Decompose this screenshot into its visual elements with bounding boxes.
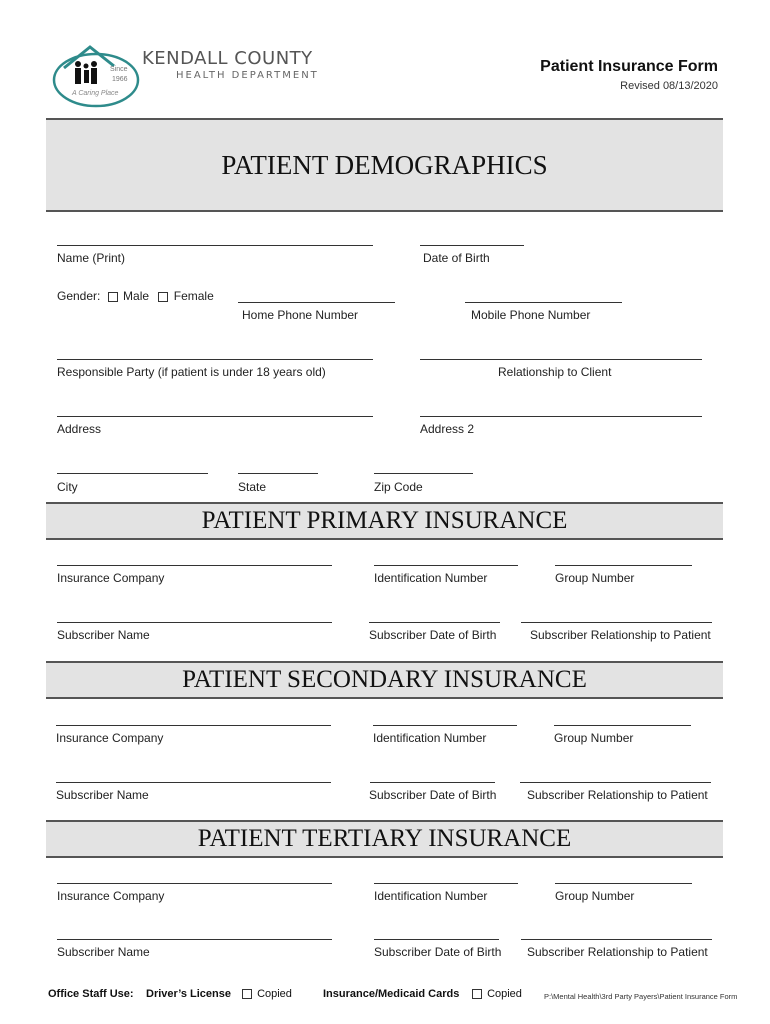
secondary-subscriber-field[interactable] bbox=[56, 782, 331, 783]
primary-company-field[interactable] bbox=[57, 565, 332, 566]
mobile-phone-label: Mobile Phone Number bbox=[471, 308, 591, 322]
secondary-group-label: Group Number bbox=[554, 731, 634, 745]
secondary-sub-dob-field[interactable] bbox=[370, 782, 495, 783]
primary-sub-dob-label: Subscriber Date of Birth bbox=[369, 628, 497, 642]
tertiary-company-label: Insurance Company bbox=[57, 889, 165, 903]
zip-label: Zip Code bbox=[374, 480, 423, 494]
city-field[interactable] bbox=[57, 473, 208, 474]
state-field[interactable] bbox=[238, 473, 318, 474]
primary-subscriber-field[interactable] bbox=[57, 622, 332, 623]
primary-company-label: Insurance Company bbox=[57, 571, 165, 585]
male-checkbox[interactable] bbox=[108, 292, 118, 302]
insurance-cards-label: Insurance/Medicaid Cards bbox=[323, 988, 460, 1000]
tertiary-heading: PATIENT TERTIARY INSURANCE bbox=[46, 820, 723, 858]
badge-year: 1966 bbox=[112, 76, 128, 83]
address-label: Address bbox=[57, 422, 102, 436]
demographics-heading: PATIENT DEMOGRAPHICS bbox=[46, 118, 723, 212]
primary-group-label: Group Number bbox=[555, 571, 635, 585]
name-field[interactable] bbox=[57, 245, 373, 246]
primary-sub-rel-label: Subscriber Relationship to Patient bbox=[530, 628, 711, 642]
tertiary-group-label: Group Number bbox=[555, 889, 635, 903]
name-label: Name (Print) bbox=[57, 251, 126, 265]
dob-label: Date of Birth bbox=[423, 251, 490, 265]
revised-date: Revised 08/13/2020 bbox=[620, 80, 718, 92]
secondary-id-label: Identification Number bbox=[373, 731, 487, 745]
badge-tagline: A Caring Place bbox=[72, 90, 119, 97]
drivers-license-copied bbox=[242, 988, 292, 1000]
female-label: Female bbox=[173, 289, 214, 303]
primary-sub-rel-field[interactable] bbox=[521, 622, 712, 623]
secondary-subscriber-label: Subscriber Name bbox=[56, 788, 149, 802]
insurance-cards-checkbox[interactable] bbox=[472, 989, 482, 999]
relationship-field[interactable] bbox=[420, 359, 702, 360]
secondary-company-field[interactable] bbox=[56, 725, 331, 726]
primary-subscriber-label: Subscriber Name bbox=[57, 628, 150, 642]
house-family-icon bbox=[52, 44, 144, 110]
primary-id-label: Identification Number bbox=[374, 571, 488, 585]
secondary-company-label: Insurance Company bbox=[56, 731, 164, 745]
relationship-label: Relationship to Client bbox=[498, 365, 612, 379]
file-path: P:\Mental Health\3rd Party Payers\Patient Insurance Form bbox=[544, 992, 738, 1001]
state-label: State bbox=[238, 480, 267, 494]
tertiary-group-field[interactable] bbox=[555, 883, 692, 884]
tertiary-id-label: Identification Number bbox=[374, 889, 488, 903]
tertiary-company-field[interactable] bbox=[57, 883, 332, 884]
primary-heading: PATIENT PRIMARY INSURANCE bbox=[46, 502, 723, 540]
city-label: City bbox=[57, 480, 78, 494]
zip-field[interactable] bbox=[374, 473, 473, 474]
secondary-sub-dob-label: Subscriber Date of Birth bbox=[369, 788, 497, 802]
male-label: Male bbox=[123, 289, 150, 303]
female-checkbox[interactable] bbox=[158, 292, 168, 302]
insurance-cards-copied bbox=[472, 988, 522, 1000]
tertiary-subscriber-field[interactable] bbox=[57, 939, 332, 940]
home-phone-label: Home Phone Number bbox=[242, 308, 359, 322]
primary-sub-dob-field[interactable] bbox=[369, 622, 500, 623]
drivers-license-label: Driver’s License bbox=[146, 988, 231, 1000]
primary-group-field[interactable] bbox=[555, 565, 692, 566]
primary-id-field[interactable] bbox=[374, 565, 518, 566]
form-title: Patient Insurance Form bbox=[540, 58, 718, 75]
tertiary-sub-rel-field[interactable] bbox=[521, 939, 712, 940]
home-phone-field[interactable] bbox=[238, 302, 395, 303]
address2-label: Address 2 bbox=[420, 422, 475, 436]
tertiary-sub-dob-label: Subscriber Date of Birth bbox=[374, 945, 502, 959]
drivers-license-checkbox[interactable] bbox=[242, 989, 252, 999]
mobile-phone-field[interactable] bbox=[465, 302, 622, 303]
responsible-field[interactable] bbox=[57, 359, 373, 360]
responsible-label: Responsible Party (if patient is under 18 years old) bbox=[57, 365, 326, 379]
secondary-heading: PATIENT SECONDARY INSURANCE bbox=[46, 661, 723, 699]
address-field[interactable] bbox=[57, 416, 373, 417]
gender-row bbox=[57, 289, 214, 303]
secondary-id-field[interactable] bbox=[373, 725, 517, 726]
secondary-group-field[interactable] bbox=[554, 725, 691, 726]
logo bbox=[52, 44, 144, 110]
copied-label-1: Copied bbox=[257, 988, 292, 1000]
secondary-sub-rel-label: Subscriber Relationship to Patient bbox=[527, 788, 708, 802]
office-staff-footer bbox=[48, 988, 763, 1006]
tertiary-sub-rel-label: Subscriber Relationship to Patient bbox=[527, 945, 708, 959]
tertiary-sub-dob-field[interactable] bbox=[374, 939, 499, 940]
org-dept: HEALTH DEPARTMENT bbox=[176, 70, 319, 81]
copied-label-2: Copied bbox=[487, 988, 522, 1000]
staff-use-label: Office Staff Use: bbox=[48, 988, 134, 1000]
badge-since: Since bbox=[110, 66, 128, 73]
org-name: KENDALL COUNTY bbox=[142, 48, 313, 69]
secondary-sub-rel-field[interactable] bbox=[520, 782, 711, 783]
gender-label: Gender: bbox=[57, 289, 101, 303]
dob-field[interactable] bbox=[420, 245, 524, 246]
tertiary-id-field[interactable] bbox=[374, 883, 518, 884]
tertiary-subscriber-label: Subscriber Name bbox=[57, 945, 150, 959]
address2-field[interactable] bbox=[420, 416, 702, 417]
